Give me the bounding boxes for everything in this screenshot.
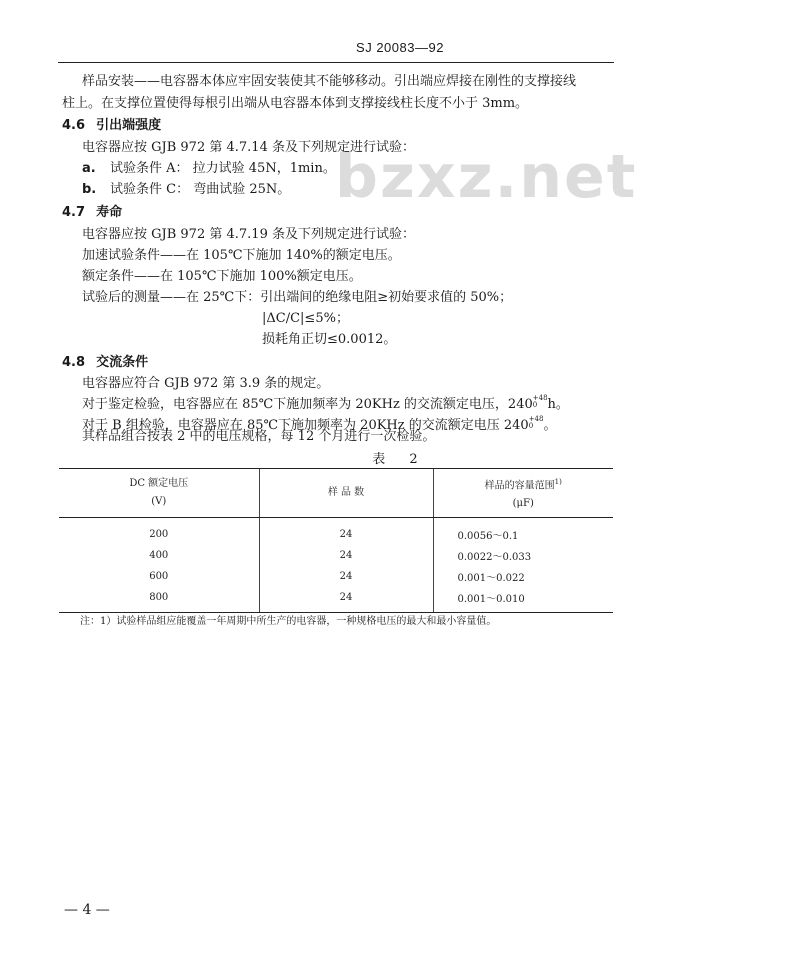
section-number: 4.7 — [62, 205, 86, 220]
cell-voltage: 200 — [149, 529, 169, 540]
section-4-8-line: 其样品组合按表 2 中的电压规格，每 12 个月进行一次检验。 — [82, 429, 436, 444]
table-row — [59, 566, 613, 587]
cell-samples: 24 — [259, 587, 433, 613]
voltage-spec-table — [59, 468, 613, 613]
section-4-6-line: 电容器应按 GJB 972 第 4.7.14 条及下列规定进行试验： — [82, 140, 415, 155]
header-text: 样 品 数 — [327, 487, 365, 498]
sample-install-line-1: 样品安装——电容器本体应牢固安装使其不能够移动。引出端应焊接在刚性的支撑接线 — [82, 74, 577, 89]
cell-samples: 24 — [259, 566, 433, 587]
cell-range: 0.0056～0.1 — [433, 518, 613, 546]
sample-install-line-2: 柱上。在支撑位置使得每根引出端从电容器本体到支撑接线柱长度不小于 3mm。 — [62, 96, 529, 111]
section-4-7-line: 试验后的测量——在 25℃下：引出端间的绝缘电阻≥初始要求值的 50%； — [82, 290, 513, 305]
tolerance-superscript — [533, 395, 548, 409]
table-caption: 表 2 — [372, 452, 428, 467]
column-header-samples — [259, 469, 433, 518]
cell-range: 0.0022～0.033 — [433, 545, 613, 566]
section-heading-4-8 — [62, 354, 148, 372]
item-b — [82, 181, 290, 199]
line-text: 对于 B 组检验，电容器应在 85℃下施加频率为 20KHz 的交流额定电压 240 — [82, 418, 529, 433]
section-title: 引出端强度 — [96, 118, 162, 133]
section-4-7-line: 额定条件——在 105℃下施加 100%额定电压。 — [82, 269, 362, 284]
item-text: 试验条件 C： 弯曲试验 25N。 — [110, 182, 291, 197]
section-heading-4-6 — [62, 117, 161, 135]
tolerance-upper: +48 — [528, 414, 544, 423]
section-title: 寿命 — [96, 205, 123, 220]
section-4-7-line: |ΔC/C|≤5%； — [262, 311, 349, 326]
footnote-mark: 1) — [554, 477, 562, 486]
cell-range: 0.001～0.022 — [433, 566, 613, 587]
standard-id-header: SJ 20083—92 — [356, 40, 444, 55]
item-a — [82, 160, 336, 178]
page-number: — 4 — — [64, 902, 110, 918]
cell-samples: 24 — [259, 545, 433, 566]
line-text: 对于鉴定检验，电容器应在 85℃下施加频率为 20KHz 的交流额定电压，240 — [82, 397, 533, 412]
cell-voltage: 400 — [149, 550, 169, 561]
table-footnote: 注：1）试验样品组应能覆盖一年周期中所生产的电容器，一种规格电压的最大和最小容量值。 — [80, 616, 497, 627]
header-text: DC 额定电压 — [129, 478, 189, 489]
table-row — [59, 518, 613, 546]
watermark-text: bzxz.net — [335, 142, 638, 212]
section-number: 4.6 — [62, 118, 86, 133]
table-row — [59, 545, 613, 566]
header-unit: (V) — [151, 496, 167, 507]
tolerance-upper: +48 — [532, 393, 548, 402]
header-unit: (μF) — [512, 498, 534, 510]
item-text: 试验条件 A： 拉力试验 45N，1min。 — [110, 161, 336, 176]
table-header-row — [59, 469, 613, 518]
item-letter: b. — [82, 182, 97, 197]
cell-range: 0.001～0.010 — [433, 587, 613, 613]
column-header-capacitance-range — [433, 469, 613, 518]
line-text: 。 — [543, 418, 557, 433]
section-4-8-line: 电容器应符合 GJB 972 第 3.9 条的规定。 — [82, 376, 330, 391]
section-4-7-line: 电容器应按 GJB 972 第 4.7.19 条及下列规定进行试验： — [82, 227, 415, 242]
section-4-7-line: 加速试验条件——在 105℃下施加 140%的额定电压。 — [82, 248, 401, 263]
item-letter: a. — [82, 161, 96, 176]
column-header-voltage — [59, 469, 259, 518]
line-text: h。 — [547, 397, 569, 412]
cell-samples: 24 — [259, 518, 433, 546]
table-row — [59, 587, 613, 613]
cell-voltage: 600 — [149, 571, 169, 582]
section-4-7-line: 损耗角正切≤0.0012。 — [262, 332, 397, 347]
header-text: 样品的容量范围 — [484, 480, 555, 492]
tolerance-superscript — [529, 416, 544, 430]
section-number: 4.8 — [62, 355, 86, 370]
tolerance-lower: 0 — [528, 421, 534, 430]
section-title: 交流条件 — [96, 355, 149, 370]
tolerance-lower: 0 — [532, 400, 538, 409]
cell-voltage: 800 — [59, 587, 259, 613]
header-rule — [58, 62, 614, 63]
qualification-test-line — [82, 393, 569, 414]
section-heading-4-7 — [62, 204, 122, 222]
